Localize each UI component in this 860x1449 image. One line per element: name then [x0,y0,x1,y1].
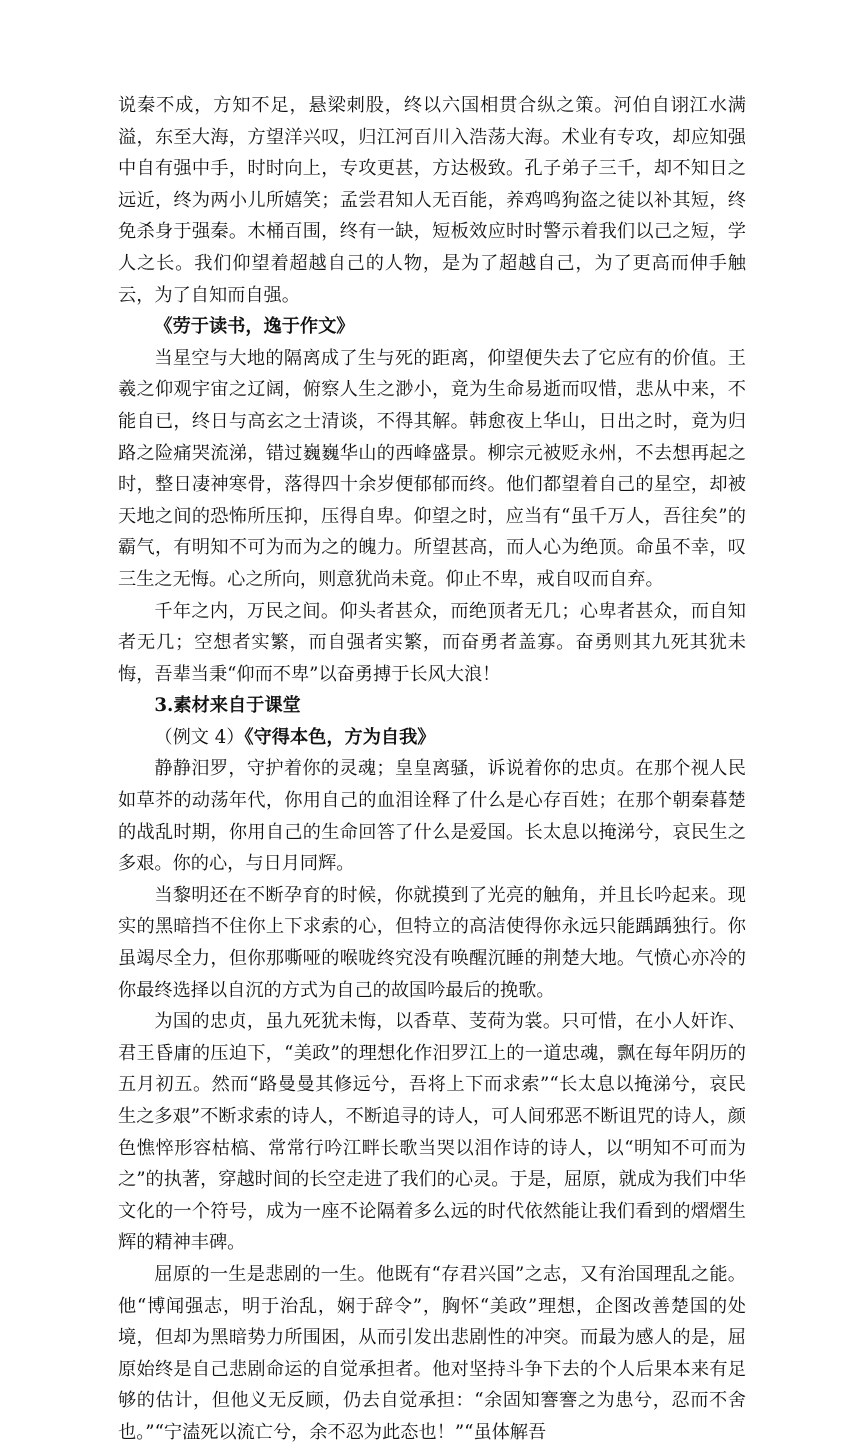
paragraph-loyalty: 为国的忠贞，虽九死犹未悔，以香草、芰荷为裳。只可惜，在小人奸诈、君王昏庸的压迫下，“美政”的理想化作汨罗江上的一道忠魂，飘在每年阴历的五月初五。然而“路曼曼其修远兮，吾将上下而求索”“长太息以掩涕兮，哀民生之多艰”不断求索的诗人，不断追寻的诗人，可人间邪恶不断诅咒的诗人，颜色憔悴形容枯槁、常常行吟江畔长歌当哭以泪作诗的诗人，以“明知不可而为之”的执著，穿越时间的长空走进了我们的心灵。于是，屈原，就成为我们中华文化的一个符号，成为一座不论隔着多么远的时代依然能让我们看到的熠熠生辉的精神丰碑。 [118,1011,746,1254]
example-heading [118,722,746,754]
heading-essay-title: 《劳于读书，逸于作文》 [154,316,355,338]
paragraph-conclusion: 千年之内，万民之间。仰头者甚众，而绝顶者无几；心卑者甚众，而自知者无几；空想者实繁，而自强者实繁，而奋勇者盖寡。奋勇则其九死其犹未悔，吾辈当秉“仰而不卑”以奋勇搏于长风大浪！ [118,600,746,685]
section-heading: 3.素材来自于课堂 [154,695,301,717]
paragraph-miluo: 静静汨罗，守护着你的灵魂；皇皇离骚，诉说着你的忠贞。在那个视人民如草芥的动荡年代，你用自己的血泪诠释了什么是心存百姓；在那个朝秦暮楚的战乱时期，你用自己的生命回答了什么是爱国。长太息以掩涕兮，哀民生之多艰。你的心，与日月同辉。 [118,758,746,875]
paragraph-intro: 说秦不成，方知不足，悬梁刺股，终以六国相贯合纵之策。河伯自诩江水满溢，东至大海，方望洋兴叹，归江河百川入浩荡大海。术业有专攻，却应知强中自有强中手，时时向上，专攻更甚，方达极致。孔子弟子三千，却不知日之远近，终为两小儿所嬉笑；孟尝君知人无百能，养鸡鸣狗盗之徒以补其短，终免杀身于强秦。木桶百围，终有一缺，短板效应时时警示着我们以己之短，学人之长。我们仰望着超越自己的人物，是为了超越自己，为了更高而伸手触云，为了自知而自强。 [118,95,746,306]
paragraph-stars: 当星空与大地的隔离成了生与死的距离，仰望便失去了它应有的价值。王羲之仰观宇宙之辽阔，俯察人生之渺小，竟为生命易逝而叹惜，悲从中来，不能自已，终日与高玄之士清谈，不得其解。韩愈夜上华山，日出之时，竟为归路之险痛哭流涕，错过巍巍华山的西峰盛景。柳宗元被贬永州，不去想再起之时，整日凄神寒骨，落得四十余岁便郁郁而终。他们都望着自己的星空，却被天地之间的恐怖所压抑，压得自卑。仰望之时，应当有“虽千万人，吾往矣”的霸气，有明知不可为而为之的魄力。所望甚高，而人心为绝顶。命虽不幸，叹三生之无悔。心之所向，则意犹尚未竟。仰止不卑，戒自叹而自弃。 [118,347,746,590]
example-title: 《守得本色，方为自我》 [244,726,436,748]
paragraph-dawn: 当黎明还在不断孕育的时候，你就摸到了光亮的触角，并且长吟起来。现实的黑暗挡不住你上下求索的心，但特立的高洁使得你永远只能踽踽独行。你虽竭尽全力，但你那嘶哑的喉咙终究没有唤醒沉睡的荆楚大地。气愤心亦冷的你最终选择以自沉的方式为自己的故国吟最后的挽歌。 [118,884,746,1001]
document-page [118,90,746,1449]
paragraph-tragedy: 屈原的一生是悲剧的一生。他既有“存君兴国”之志，又有治国理乱之能。他“博闻强志，明于治乱，娴于辞令”，胸怀“美政”理想，企图改善楚国的处境，但却为黑暗势力所围困，从而引发出悲剧性的冲突。而最为感人的是，屈原始终是自己悲剧命运的自觉承担者。他对坚持斗争下去的个人后果本来有足够的估计，但他义无反顾，仍去自觉承担：“余固知謇謇之为患兮，忍而不舍也。”“宁溘死以流亡兮，余不忍为此态也！”“虽体解吾 [118,1263,746,1443]
example-label: （例文 4） [154,726,245,748]
